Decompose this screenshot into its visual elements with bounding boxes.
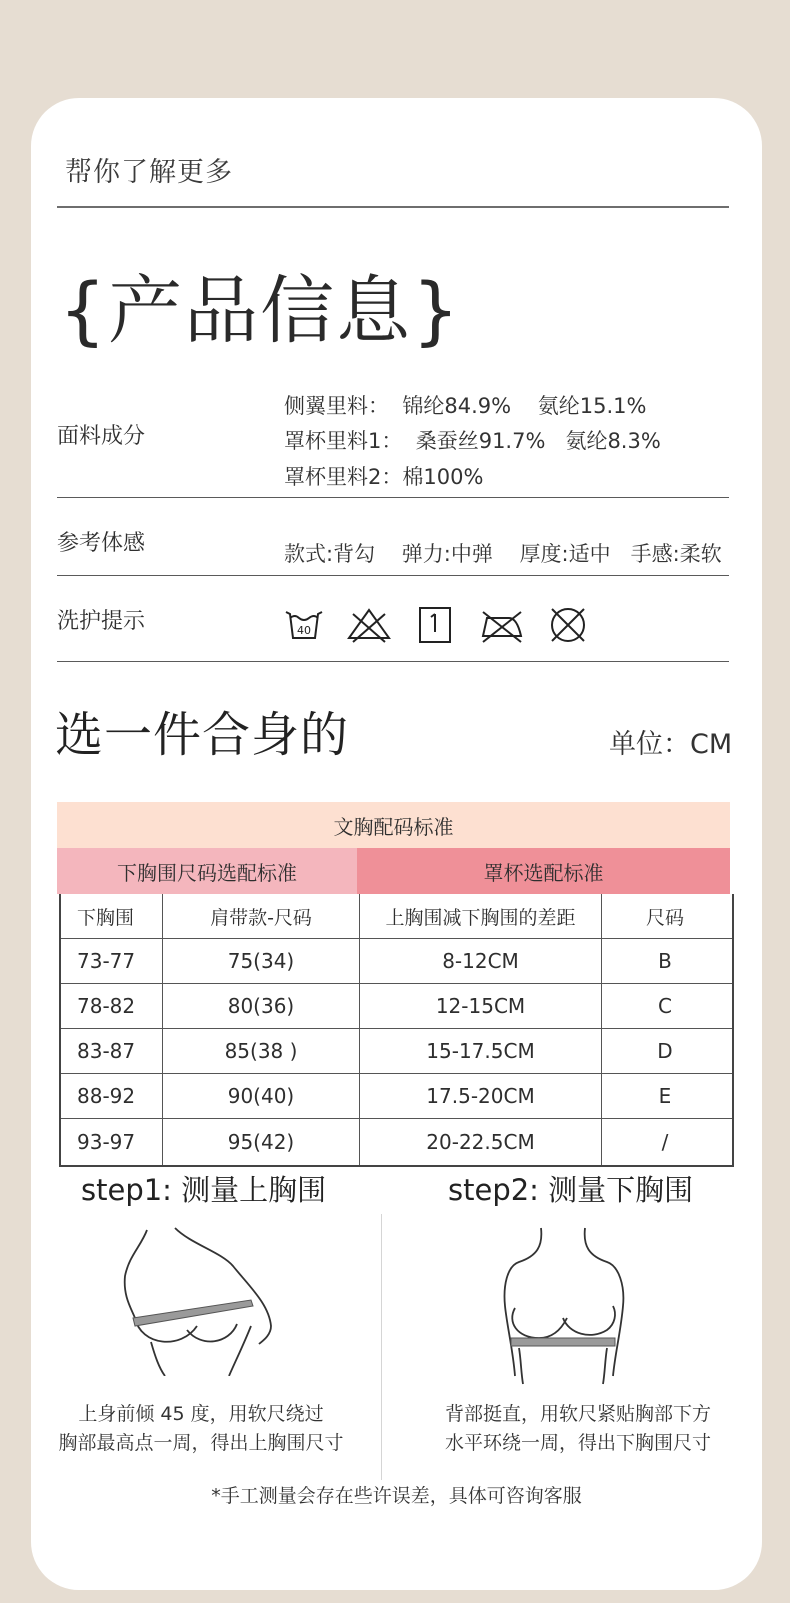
divider — [57, 497, 729, 498]
step1-caption — [41, 1400, 361, 1458]
table-row — [61, 1029, 732, 1074]
material-line: 罩杯里料2：棉100% — [284, 465, 484, 489]
table-cell: 85(38 ) — [163, 1029, 360, 1073]
table-cell: 73-77 — [61, 939, 163, 983]
divider — [57, 575, 729, 576]
table-cell: D — [657, 1039, 673, 1063]
hang-dry-icon — [416, 604, 454, 646]
product-info-title: {产品信息} — [59, 268, 462, 354]
table-title: 文胸配码标准 — [57, 802, 730, 848]
table-header-row — [61, 894, 732, 939]
column-header: 上胸围减下胸围的差距 — [360, 894, 602, 938]
table-cell: 12-15CM — [360, 984, 602, 1028]
table-row — [61, 984, 732, 1029]
feel-text: 款式:背勾 弹力:中弹 厚度:适中 手感:柔软 — [284, 542, 722, 566]
table-cell: 75(34) — [163, 939, 360, 983]
table-cell: 90(40) — [163, 1074, 360, 1118]
divider — [57, 206, 729, 208]
help-heading: 帮你了解更多 — [65, 157, 233, 188]
left-group-header: 下胸围尺码选配标准 — [57, 848, 357, 894]
caption-line: 水平环绕一周，得出下胸围尺寸 — [444, 1432, 711, 1454]
table-cell: 93-97 — [61, 1119, 163, 1165]
table-cell: 80(36) — [163, 984, 360, 1028]
table-cell: 17.5-20CM — [360, 1074, 602, 1118]
wash-temp: 40 — [297, 624, 311, 637]
step2-caption — [413, 1400, 743, 1458]
unit-label: 单位：CM — [609, 729, 733, 760]
measure-upper-illustration — [111, 1226, 286, 1376]
info-card — [31, 98, 762, 1590]
caption-line: 胸部最高点一周，得出上胸围尺寸 — [58, 1432, 344, 1454]
step1-title: step1: 测量上胸围 — [81, 1173, 327, 1207]
fit-title: 选一件合身的 — [55, 707, 350, 763]
care-label: 洗护提示 — [57, 609, 146, 634]
table-cell: 88-92 — [61, 1074, 163, 1118]
measure-lower-illustration — [497, 1226, 642, 1386]
material-label: 面料成分 — [57, 424, 146, 449]
column-header: 下胸围 — [61, 894, 163, 938]
table-cell: 83-87 — [61, 1029, 163, 1073]
material-line: 罩杯里料1： 桑蚕丝91.7% 氨纶8.3% — [284, 429, 661, 453]
step2-title: step2: 测量下胸围 — [448, 1173, 694, 1207]
table-cell: C — [658, 994, 672, 1018]
material-line: 侧翼里料： 锦纶84.9% 氨纶15.1% — [284, 394, 647, 418]
table-cell: E — [658, 1084, 672, 1108]
step-divider — [381, 1214, 382, 1480]
no-bleach-icon — [345, 604, 393, 646]
right-group-header: 罩杯选配标准 — [357, 848, 730, 894]
table-cell: B — [658, 949, 672, 973]
wash-40-icon — [283, 604, 325, 646]
caption-line: 背部挺直，用软尺紧贴胸部下方 — [444, 1403, 711, 1425]
table-cell: 8-12CM — [360, 939, 602, 983]
caption-line: 上身前倾 45 度，用软尺绕过 — [78, 1403, 324, 1425]
column-header: 尺码 — [645, 906, 684, 929]
no-iron-icon — [479, 604, 525, 646]
table-row — [61, 939, 732, 984]
feel-label: 参考体感 — [57, 531, 146, 556]
table-row — [61, 1074, 732, 1119]
table-cell: 15-17.5CM — [360, 1029, 602, 1073]
size-grid — [59, 894, 734, 1167]
table-row — [61, 1119, 732, 1165]
column-header: 肩带款-尺码 — [163, 894, 360, 938]
table-cell: 78-82 — [61, 984, 163, 1028]
divider — [57, 661, 729, 662]
table-cell: 20-22.5CM — [360, 1119, 602, 1165]
table-cell: 95(42) — [163, 1119, 360, 1165]
table-cell: / — [661, 1130, 669, 1154]
no-dry-clean-icon — [547, 604, 589, 646]
measurement-footnote: *手工测量会存在些许误差，具体可咨询客服 — [211, 1485, 582, 1507]
